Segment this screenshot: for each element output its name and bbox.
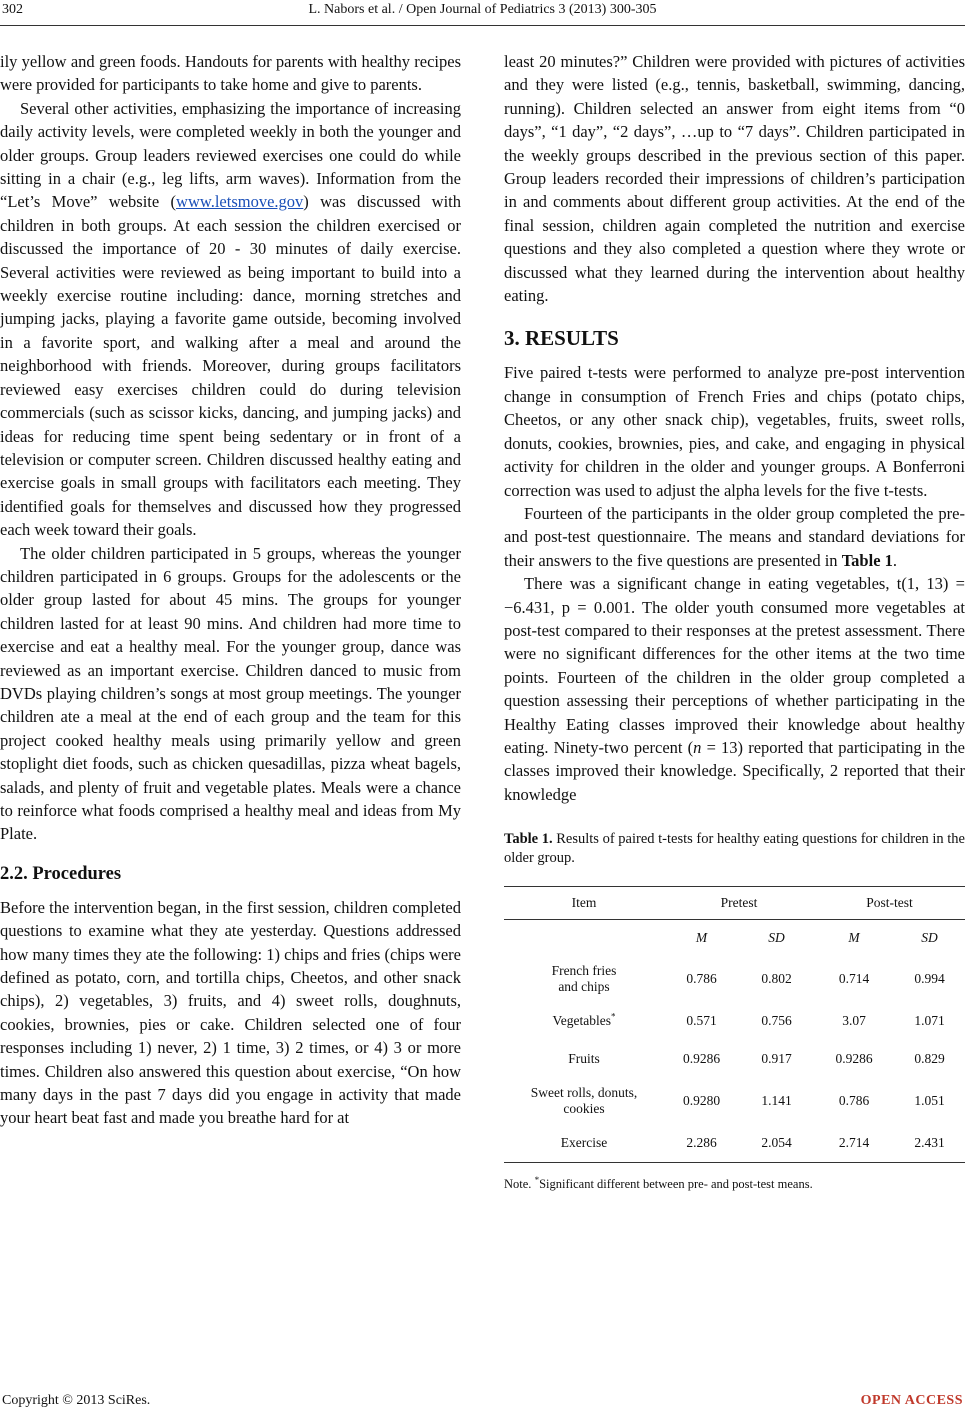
cell-pre-sd: 0.917 xyxy=(761,1051,792,1067)
subheader-empty xyxy=(504,920,664,957)
row-item xyxy=(504,1078,664,1124)
paragraph: least 20 minutes?” Children were provided with pictures of activities and they were listed (e.g., tennis, basketball, swimming, dancing, running). Children selected an answer from eight items from “0 days”, “1 day”, “2 days”, …up to “7 days”. Children participated in the weekly groups described in the previous section of this paper. Group leaders recorded their impressions of children’s participation in and comments about different group activities. At the end of the final session, children again completed the nutrition and exercise questions and they also completed a question where they wrote or discussed what they learned during the intervention about healthy eating. xyxy=(504,52,965,306)
cell-pre-m: 2.286 xyxy=(664,1124,739,1163)
left-column xyxy=(0,50,461,1130)
page-number: 302 xyxy=(2,2,23,17)
section-title: 3. RESULTS xyxy=(504,326,619,351)
cell-post-m: 0.786 xyxy=(838,1093,870,1109)
subheader-post-sd: SD xyxy=(921,930,938,946)
paragraph-text: ) was discussed with children in both groups. At each session the children exercised or discussed the importance of 20 - 30 minutes of daily exercise. Several activities were reviewed as being important to build into a weekly exercise routine including: dance, morning stretches and jumping jacks, playing a favorite game outside, becoming involved in a favorite sport, and walking after a meal and around the neighborhood with friends. Moreover, during groups facilitators reviewed easy exercises children could do during television commercials (such as scissor kicks, dancing, and jumping jacks) and ideas for reducing time spent being sedentary or in front of a television or computer screen. Children discussed healthy eating and exercise goals in small groups with facilitators each meeting. They identified goals for themselves and discussed how they progressed each week toward their goals. xyxy=(0,192,462,540)
subheader-post-m: M xyxy=(848,930,860,946)
paragraph-results xyxy=(504,572,965,806)
subsection-title: 2.2. Procedures xyxy=(0,863,122,884)
paragraph-text: Several other activities, emphasizing the importance of increasing daily activity levels, were completed weekly in both the younger and older groups. Group leaders reviewed exercises one could do while sitting in a chair (e.g., leg lifts, arm waves). Information from the “Let’s Move” website ( xyxy=(0,98,461,212)
cell-post-m: 0.9286 xyxy=(835,1051,873,1067)
paragraph: Before the intervention began, in the first session, children completed questions to examine what they ate yesterday. Questions addressed how many times they ate the following: 1) chips and fries (chips were defined as potato, corn, and tortilla chips, Cheetos, and other snack chips), 2) vegetables, 3) fruits, and 4) sweet rolls, doughnuts, cookies, brownies, pies or cake. Children selected one of four responses including 1) never, 2) 1 time, 3) 2 times, or 4) 3 or more times. Children also answered this question about exercise, “On how many days in the past 7 days did you engage in activity that made your heart beat fast and made you breathe hard for at xyxy=(0,897,461,1128)
cell-post-sd: 0.829 xyxy=(914,1051,945,1067)
paragraph-text: Fourteen of the participants in the older group completed the pre- and post-test questionnaire. The means and standard deviations for their answers to the five questions are presented in xyxy=(504,503,965,570)
item-line: and chips xyxy=(558,979,610,995)
note-prefix: Note. xyxy=(504,1177,535,1192)
letsmove-link[interactable]: www.letsmove.gov xyxy=(176,192,304,212)
table-note xyxy=(504,1173,965,1196)
significance-marker: * xyxy=(610,1011,616,1022)
item-line: Sweet rolls, donuts, xyxy=(530,1085,638,1101)
header-posttest: Post-test xyxy=(814,887,965,920)
table-row xyxy=(504,1040,965,1078)
cell-post-m: 0.714 xyxy=(838,971,870,987)
right-column xyxy=(504,50,965,1197)
paragraph-table-ref xyxy=(504,502,965,572)
paragraph-text: There was a significant change in eating vegetables, t(1, 13) = −6.431, p = 0.001. The older youth consumed more vegetables at post-test compared to their responses at the pretest assessment. There were no significant differences for the other items at the two time points. Fourteen of the children in the older group completed a question assessing their perceptions of whether participating in the Healthy Eating classes improved their knowledge about healthy eating. Ninety-two percent ( xyxy=(504,574,965,757)
cell-post-m: 3.07 xyxy=(842,1013,866,1029)
paragraph-text: = 13) reported that participating in the classes improved their knowledge. Specifically, 2 reported that their knowledge xyxy=(504,737,965,804)
table-row xyxy=(504,956,965,1002)
results-table xyxy=(504,886,965,1163)
header-pretest: Pretest xyxy=(664,887,814,920)
running-title: L. Nabors et al. / Open Journal of Pediatrics 3 (2013) 300-305 xyxy=(308,2,657,17)
row-item xyxy=(504,956,664,1002)
table-header-row xyxy=(504,887,965,920)
cell-pre-sd: 1.141 xyxy=(761,1093,792,1109)
paragraph: ily yellow and green foods. Handouts for parents with healthy recipes were provided for participants to take home and give to parents. xyxy=(0,52,461,95)
page-header xyxy=(0,0,965,30)
cell-pre-sd: 0.756 xyxy=(761,1013,792,1029)
note-marker: * xyxy=(534,1175,540,1186)
item-line: Vegetables xyxy=(552,1013,611,1029)
cell-pre-m: 0.9280 xyxy=(682,1093,721,1109)
cell-post-m: 2.714 xyxy=(814,1124,894,1163)
cell-pre-sd: 2.054 xyxy=(739,1124,814,1163)
subheader-pre-m: M xyxy=(695,930,708,946)
header-item: Item xyxy=(504,887,664,920)
cell-pre-sd: 0.802 xyxy=(761,971,792,987)
paragraph: The older children participated in 5 groups, whereas the younger children participated in 6 groups. Groups for the adolescents or the older group lasted for about 45 mins. The groups for younger children lasted for at least 90 mins. And children had more time to exercise and eat a healthy meal. For the younger group, dance was reviewed as an important exercise. Children danced to music from DVDs playing children’s songs at most group meetings. The younger children ate a meal at the end of each group and the team for this project cooked healthy meals using primarily yellow and green stoplight diet foods, such as chicken quesadillas, pizza wheat bagels, salads, and plenty of fruit and vegetable plates. Meals were a chance to reinforce what foods comprised a healthy meal and ideas from My Plate. xyxy=(0,543,461,844)
n-symbol: n xyxy=(693,737,702,757)
row-item: Exercise xyxy=(504,1124,664,1163)
cell-pre-m: 0.9286 xyxy=(682,1051,721,1067)
paragraph: Five paired t-tests were performed to analyze pre-post intervention change in consumption of French Fries and chips (potato chips, Cheetos, or any other snack chip), vegetables, fruits, sweet rolls, donuts, cookies, brownies, pies, and cake, and engaging in physical activity for children in the older and younger groups. A Bonferroni correction was used to adjust the alpha levels for the five t-tests. xyxy=(504,363,965,500)
item-line: French fries xyxy=(551,963,617,979)
paragraph-activities xyxy=(0,97,461,542)
open-access-label: OPEN ACCESS xyxy=(860,1393,963,1408)
table-caption-text: Results of paired t-tests for healthy eating questions for children in the older group. xyxy=(504,831,965,867)
table-row xyxy=(504,1078,965,1124)
row-item xyxy=(504,1002,664,1040)
subheader-pre-sd: SD xyxy=(768,930,785,946)
table-row xyxy=(504,1002,965,1040)
table-reference: Table 1 xyxy=(841,550,893,570)
table-subheader-row xyxy=(504,920,965,957)
cell-pre-m: 0.571 xyxy=(686,1013,717,1029)
cell-post-sd: 0.994 xyxy=(914,971,945,987)
table-caption-label: Table 1. xyxy=(504,831,553,848)
header-divider xyxy=(0,25,965,26)
note-text: Significant different between pre- and post-test means. xyxy=(539,1177,813,1192)
cell-pre-m: 0.786 xyxy=(686,971,717,987)
table-caption xyxy=(504,830,965,868)
row-item: Fruits xyxy=(568,1051,600,1067)
paragraph-text: . xyxy=(892,550,898,570)
cell-post-sd: 1.071 xyxy=(914,1013,945,1029)
copyright-notice: Copyright © 2013 SciRes. xyxy=(2,1393,151,1408)
table-row xyxy=(504,1124,965,1163)
item-line: cookies xyxy=(563,1101,605,1117)
cell-post-sd: 2.431 xyxy=(894,1124,965,1163)
cell-post-sd: 1.051 xyxy=(914,1093,945,1109)
